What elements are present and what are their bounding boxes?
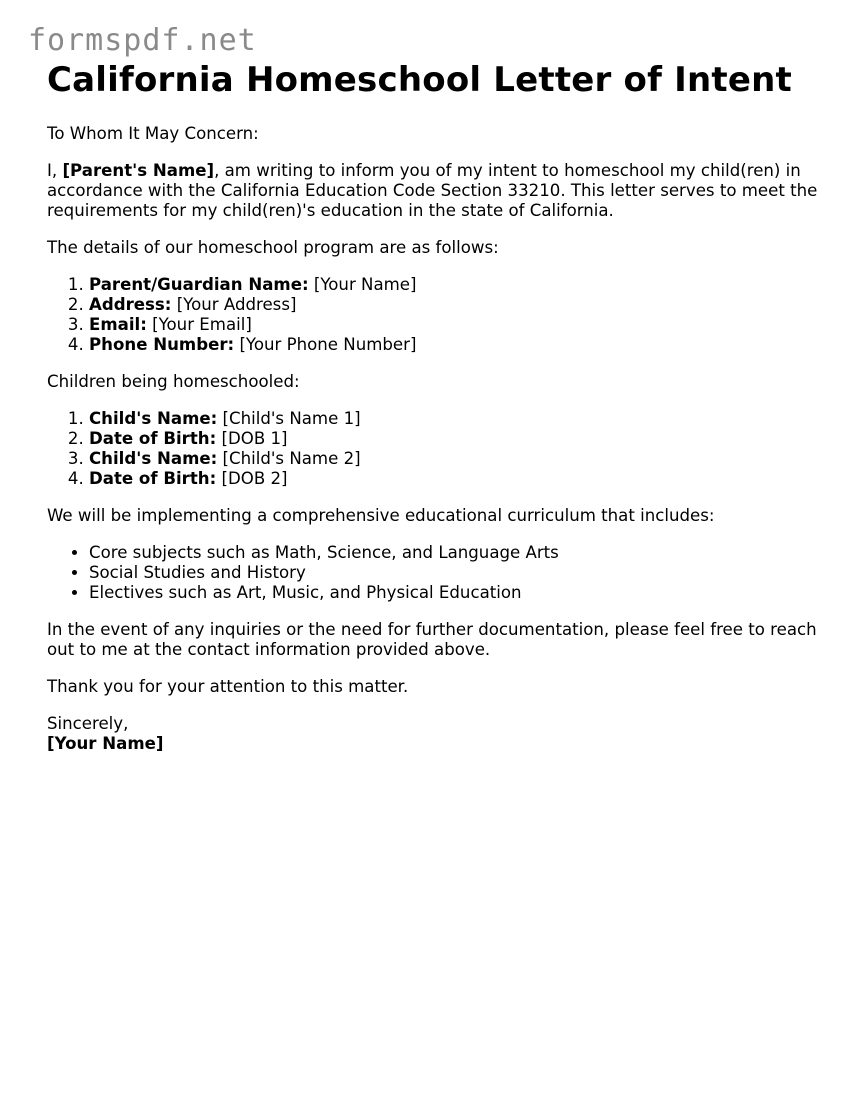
intro-after: , am writing to inform you of my intent to homeschool my child(ren) in accordance with the California Education Code Section 33210. This letter serves to meet the requirements for my child(ren)'s education in the state of California. [47, 161, 818, 220]
parent-name-placeholder: [Parent's Name] [62, 161, 215, 180]
detail-label: Address: [89, 295, 172, 314]
list-item [89, 275, 827, 295]
intro-before: I, [47, 161, 63, 180]
greeting: To Whom It May Concern: [47, 124, 259, 143]
child-label: Child's Name: [89, 449, 218, 468]
details-list [47, 275, 827, 355]
closing: Sincerely, [47, 714, 129, 733]
curriculum-heading: We will be implementing a comprehensive educational curriculum that includes: [47, 506, 715, 525]
child-label: Date of Birth: [89, 429, 217, 448]
child-value: [DOB 2] [216, 469, 288, 488]
thanks-paragraph: Thank you for your attention to this matter. [47, 677, 409, 696]
list-item [89, 449, 827, 469]
list-item: • Electives such as Art, Music, and Physical Education [89, 583, 827, 603]
detail-label: Parent/Guardian Name: [89, 275, 309, 294]
signature [47, 734, 827, 754]
list-item [89, 335, 827, 355]
detail-value: [Your Email] [146, 315, 252, 334]
list-item [89, 295, 827, 315]
detail-value: [Your Address] [171, 295, 297, 314]
inquiries-paragraph: In the event of any inquiries or the need for further documentation, please feel free to reach out to me at the contact information provided above. [47, 620, 817, 659]
child-value: [Child's Name 1] [217, 409, 361, 428]
child-value: [Child's Name 2] [217, 449, 361, 468]
detail-label: Email: [89, 315, 147, 334]
list-item: • Core subjects such as Math, Science, and Language Arts [89, 543, 827, 563]
child-label: Date of Birth: [89, 469, 217, 488]
list-item [89, 315, 827, 335]
list-item [89, 429, 827, 449]
child-label: Child's Name: [89, 409, 218, 428]
curriculum-list [47, 543, 827, 603]
watermark: formspdf.net [28, 23, 257, 58]
child-value: [DOB 1] [216, 429, 288, 448]
detail-label: Phone Number: [89, 335, 235, 354]
children-heading: Children being homeschooled: [47, 372, 300, 391]
page-title: California Homeschool Letter of Intent [47, 60, 792, 100]
list-item: • Social Studies and History [89, 563, 827, 583]
signature-name: [Your Name] [47, 734, 164, 753]
list-item [89, 469, 827, 489]
details-heading: The details of our homeschool program are as follows: [47, 238, 499, 257]
detail-value: [Your Phone Number] [234, 335, 417, 354]
intro-paragraph [47, 161, 827, 221]
detail-value: [Your Name] [308, 275, 417, 294]
list-item [89, 409, 827, 429]
children-list [47, 409, 827, 489]
letter-document [47, 60, 827, 754]
